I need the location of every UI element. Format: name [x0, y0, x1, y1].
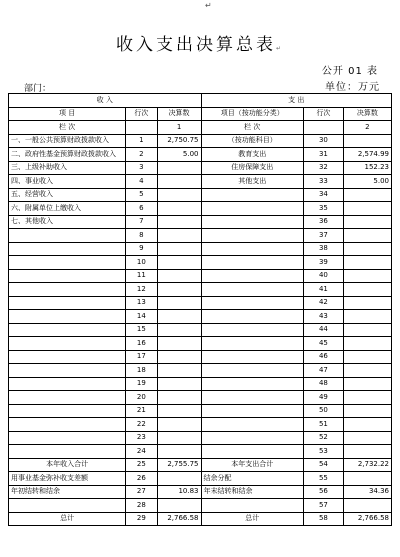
income-item-cell [9, 283, 126, 297]
income-row-number-cell: 11 [126, 269, 157, 283]
expense-amount-cell [343, 350, 391, 364]
income-item-cell [9, 242, 126, 256]
table-row [9, 202, 392, 216]
expense-amount-cell [343, 269, 391, 283]
expense-amount-cell [343, 229, 391, 243]
income-item-cell: 年初结转和结余 [9, 485, 126, 499]
income-amount-cell [157, 256, 201, 270]
expense-row-number-cell: 37 [304, 229, 344, 243]
expense-amount-cell [343, 445, 391, 459]
expense-amount-cell [343, 188, 391, 202]
income-row-number-cell: 12 [126, 283, 157, 297]
income-item-cell [9, 391, 126, 405]
table-row [9, 161, 392, 175]
expense-amount-cell [343, 202, 391, 216]
top-return-mark: ↵ [205, 1, 212, 10]
expense-amount-cell [343, 283, 391, 297]
table-row [9, 485, 392, 499]
expense-amount-cell [343, 242, 391, 256]
income-amount-cell [157, 310, 201, 324]
table-row [9, 472, 392, 486]
table-row [9, 269, 392, 283]
expense-item-cell [201, 499, 304, 513]
table-row [9, 215, 392, 229]
expense-amount-cell: 2,766.58 [343, 512, 391, 526]
form-code: 公开 01 表 [321, 66, 378, 77]
expense-row-number-cell: 46 [304, 350, 344, 364]
expense-row-number-cell: 57 [304, 499, 344, 513]
department-label: 部门： [24, 84, 52, 94]
income-item-cell [9, 323, 126, 337]
income-amount-cell [157, 350, 201, 364]
expense-amount-cell [343, 256, 391, 270]
income-row-number-cell: 13 [126, 296, 157, 310]
expense-amount-cell [343, 499, 391, 513]
income-item-cell [9, 418, 126, 432]
expense-item-cell [201, 445, 304, 459]
expense-row-number-cell: 32 [304, 161, 344, 175]
income-item-cell [9, 404, 126, 418]
sub-row2-blank [304, 121, 344, 135]
income-row-number-cell: 14 [126, 310, 157, 324]
expense-item-cell: 总计 [201, 512, 304, 526]
expense-amount-cell [343, 323, 391, 337]
income-amount-cell: 2,750.75 [157, 134, 201, 148]
income-amount-cell [157, 296, 201, 310]
income-item-cell: 七、其他收入 [9, 215, 126, 229]
table-row [9, 458, 392, 472]
expense-item-cell: 教育支出 [201, 148, 304, 162]
expense-row-number-cell: 34 [304, 188, 344, 202]
income-item-cell: 一、一般公共预算财政拨款收入 [9, 134, 126, 148]
table-row [9, 431, 392, 445]
expense-item-cell [201, 188, 304, 202]
income-row-number-cell: 4 [126, 175, 157, 189]
expense-item-cell [201, 310, 304, 324]
expense-amount-cell [343, 337, 391, 351]
table-row [9, 323, 392, 337]
income-row-number-cell: 25 [126, 458, 157, 472]
income-row-number-cell: 23 [126, 431, 157, 445]
sub-label: 栏 次 [9, 121, 126, 135]
expense-row-number-cell: 48 [304, 377, 344, 391]
income-row-number-cell: 22 [126, 418, 157, 432]
expense-row-number-cell: 30 [304, 134, 344, 148]
income-amount-cell [157, 242, 201, 256]
income-item-cell [9, 337, 126, 351]
income-row-number-cell: 2 [126, 148, 157, 162]
expense-amount-cell [343, 472, 391, 486]
expense-item-cell: 住房保障支出 [201, 161, 304, 175]
income-row-number-cell: 18 [126, 364, 157, 378]
expense-amount-cell [343, 215, 391, 229]
expense-amount-cell [343, 364, 391, 378]
expense-amount-cell [343, 431, 391, 445]
expense-row-number-cell: 45 [304, 337, 344, 351]
income-row-number-cell: 21 [126, 404, 157, 418]
table-row [9, 404, 392, 418]
table-row [9, 364, 392, 378]
income-item-cell: 三、上级补助收入 [9, 161, 126, 175]
expense-amount-cell: 5.00 [343, 175, 391, 189]
sub-row-blank [126, 121, 157, 135]
col-item: 项 目 [9, 107, 126, 121]
income-item-cell [9, 269, 126, 283]
income-row-number-cell: 1 [126, 134, 157, 148]
income-amount-cell [157, 283, 201, 297]
expense-row-number-cell: 54 [304, 458, 344, 472]
income-item-cell: 用事业基金弥补收支差额 [9, 472, 126, 486]
table-row [9, 175, 392, 189]
table-row [9, 188, 392, 202]
income-row-number-cell: 9 [126, 242, 157, 256]
income-amount-cell [157, 431, 201, 445]
expense-amount-cell: 152.23 [343, 161, 391, 175]
expense-item-cell [201, 215, 304, 229]
title-text: 收入支出决算总表 [115, 35, 276, 55]
income-item-cell [9, 499, 126, 513]
income-amount-cell: 2,755.75 [157, 458, 201, 472]
expense-amount-cell [343, 296, 391, 310]
column-index-row [9, 121, 392, 135]
sub-col1: 1 [157, 121, 201, 135]
expense-row-number-cell: 43 [304, 310, 344, 324]
income-row-number-cell: 27 [126, 485, 157, 499]
income-amount-cell [157, 499, 201, 513]
expense-item-cell: 年末结转和结余 [201, 485, 304, 499]
income-item-cell: 五、经营收入 [9, 188, 126, 202]
expense-item-cell [201, 377, 304, 391]
expense-row-number-cell: 38 [304, 242, 344, 256]
expense-amount-cell: 2,574.99 [343, 148, 391, 162]
table-row [9, 391, 392, 405]
income-amount-cell [157, 161, 201, 175]
expense-amount-cell: 34.36 [343, 485, 391, 499]
sub-label2: 栏 次 [201, 121, 304, 135]
expense-item-cell [201, 404, 304, 418]
income-amount-cell [157, 337, 201, 351]
income-amount-cell [157, 229, 201, 243]
col-item-func: 项目（按功能分类） [201, 107, 304, 121]
expense-row-number-cell: 47 [304, 364, 344, 378]
unit-label: 单位：万元 [325, 82, 380, 93]
income-item-cell: 二、政府性基金预算财政拨款收入 [9, 148, 126, 162]
table-row [9, 337, 392, 351]
expense-row-number-cell: 55 [304, 472, 344, 486]
expense-row-number-cell: 36 [304, 215, 344, 229]
expense-amount-cell [343, 418, 391, 432]
income-item-cell: 四、事业收入 [9, 175, 126, 189]
expense-item-cell [201, 418, 304, 432]
expense-amount-cell [343, 377, 391, 391]
expense-item-cell [201, 269, 304, 283]
income-amount-cell [157, 215, 201, 229]
income-item-cell [9, 364, 126, 378]
col-amount2: 决算数 [343, 107, 391, 121]
table-row [9, 512, 392, 526]
income-amount-cell: 2,766.58 [157, 512, 201, 526]
expense-item-cell: 其他支出 [201, 175, 304, 189]
expense-row-number-cell: 41 [304, 283, 344, 297]
table-row [9, 134, 392, 148]
income-item-cell [9, 229, 126, 243]
income-row-number-cell: 28 [126, 499, 157, 513]
income-amount-cell: 10.83 [157, 485, 201, 499]
income-row-number-cell: 7 [126, 215, 157, 229]
expense-item-cell [201, 242, 304, 256]
income-item-cell [9, 431, 126, 445]
expense-item-cell [201, 256, 304, 270]
expense-item-cell [201, 431, 304, 445]
income-expense-table [8, 93, 392, 526]
income-item-cell: 总计 [9, 512, 126, 526]
income-amount-cell [157, 364, 201, 378]
expense-row-number-cell: 51 [304, 418, 344, 432]
income-amount-cell [157, 175, 201, 189]
expense-row-number-cell: 44 [304, 323, 344, 337]
table-row [9, 418, 392, 432]
table-row [9, 310, 392, 324]
expense-amount-cell [343, 404, 391, 418]
expense-row-number-cell: 56 [304, 485, 344, 499]
income-amount-cell [157, 269, 201, 283]
table-row [9, 296, 392, 310]
income-row-number-cell: 24 [126, 445, 157, 459]
expense-item-cell [201, 323, 304, 337]
col-row2: 行次 [304, 107, 344, 121]
expense-item-cell [201, 391, 304, 405]
expense-item-cell [201, 283, 304, 297]
col-amount: 决算数 [157, 107, 201, 121]
sub-col2: 2 [343, 121, 391, 135]
income-item-cell: 六、附属单位上缴收入 [9, 202, 126, 216]
expense-item-cell [201, 364, 304, 378]
expense-row-number-cell: 53 [304, 445, 344, 459]
expense-row-number-cell: 42 [304, 296, 344, 310]
expense-row-number-cell: 33 [304, 175, 344, 189]
expense-item-cell [201, 229, 304, 243]
expense-row-number-cell: 52 [304, 431, 344, 445]
income-row-number-cell: 19 [126, 377, 157, 391]
expense-item-cell: （按功能科目） [201, 134, 304, 148]
income-amount-cell [157, 377, 201, 391]
income-row-number-cell: 3 [126, 161, 157, 175]
income-row-number-cell: 10 [126, 256, 157, 270]
expense-item-cell: 本年支出合计 [201, 458, 304, 472]
table-row [9, 445, 392, 459]
income-item-cell [9, 256, 126, 270]
income-item-cell [9, 350, 126, 364]
income-amount-cell [157, 202, 201, 216]
income-row-number-cell: 26 [126, 472, 157, 486]
table-row [9, 148, 392, 162]
col-row: 行次 [126, 107, 157, 121]
title-return-mark: ↵ [275, 45, 285, 52]
expense-amount-cell [343, 134, 391, 148]
table-row [9, 242, 392, 256]
table-row [9, 283, 392, 297]
income-row-number-cell: 20 [126, 391, 157, 405]
expense-item-cell: 结余分配 [201, 472, 304, 486]
income-item-cell: 本年收入合计 [9, 458, 126, 472]
income-item-cell [9, 445, 126, 459]
income-row-number-cell: 15 [126, 323, 157, 337]
expense-amount-cell [343, 391, 391, 405]
expense-row-number-cell: 49 [304, 391, 344, 405]
income-row-number-cell: 29 [126, 512, 157, 526]
income-amount-cell [157, 323, 201, 337]
page-title [0, 30, 400, 55]
income-amount-cell [157, 404, 201, 418]
income-row-number-cell: 6 [126, 202, 157, 216]
column-header-row [9, 107, 392, 121]
income-amount-cell [157, 445, 201, 459]
table-row [9, 256, 392, 270]
income-amount-cell [157, 472, 201, 486]
expense-row-number-cell: 31 [304, 148, 344, 162]
income-amount-cell: 5.00 [157, 148, 201, 162]
expense-row-number-cell: 50 [304, 404, 344, 418]
income-item-cell [9, 296, 126, 310]
section-header-row [9, 94, 392, 108]
expense-amount-cell [343, 310, 391, 324]
expense-amount-cell: 2,732.22 [343, 458, 391, 472]
expense-row-number-cell: 58 [304, 512, 344, 526]
table-row [9, 377, 392, 391]
expense-row-number-cell: 40 [304, 269, 344, 283]
income-row-number-cell: 17 [126, 350, 157, 364]
expense-row-number-cell: 35 [304, 202, 344, 216]
expense-item-cell [201, 337, 304, 351]
income-header: 收 入 [9, 94, 202, 108]
income-row-number-cell: 16 [126, 337, 157, 351]
table-row [9, 350, 392, 364]
income-amount-cell [157, 391, 201, 405]
income-amount-cell [157, 188, 201, 202]
expense-row-number-cell: 39 [304, 256, 344, 270]
income-item-cell [9, 310, 126, 324]
income-amount-cell [157, 418, 201, 432]
table-row [9, 499, 392, 513]
income-item-cell [9, 377, 126, 391]
table-row [9, 229, 392, 243]
income-row-number-cell: 8 [126, 229, 157, 243]
expense-header: 支 出 [201, 94, 391, 108]
income-row-number-cell: 5 [126, 188, 157, 202]
expense-item-cell [201, 202, 304, 216]
expense-item-cell [201, 350, 304, 364]
expense-item-cell [201, 296, 304, 310]
